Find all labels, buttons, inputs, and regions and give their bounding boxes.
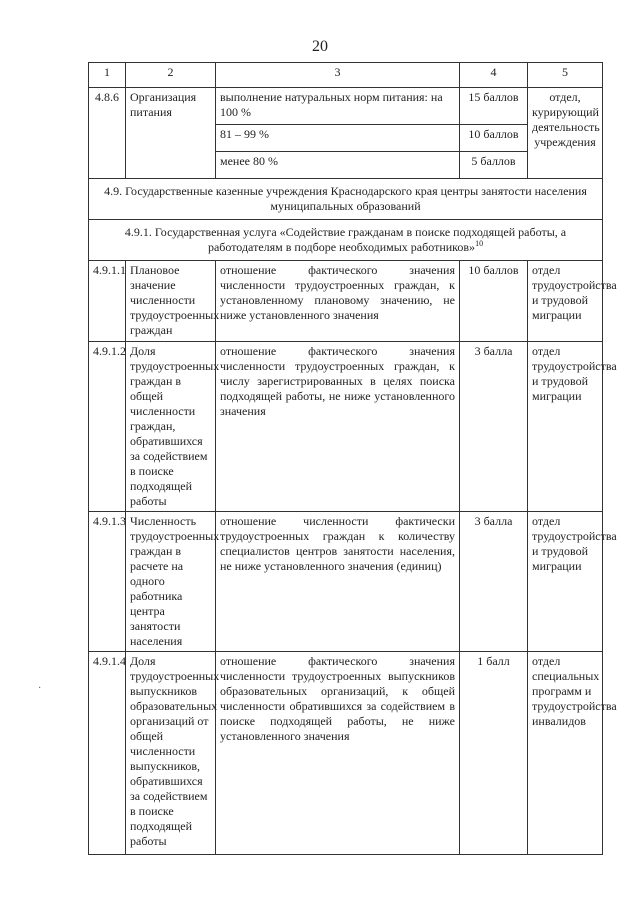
header-cell: 2 (126, 63, 216, 88)
header-cell: 1 (89, 63, 126, 88)
score-cell: 3 балла (460, 342, 528, 512)
criteria-table (88, 62, 617, 855)
row-number: 4.9.1.3 (89, 512, 126, 652)
table-row (89, 88, 603, 125)
row-number: 4.9.1.4 (89, 652, 126, 855)
footnote-marker: 10 (475, 239, 484, 248)
page-number: 20 (312, 38, 328, 55)
criterion-cell: отношение фактического значения численности трудоустроенных выпускников образовательных организаций, к общей численности обратившихся за содействием в поиске подходящей работы, не ниже установленного значения (216, 652, 460, 855)
indicator-name: Организация питания (126, 88, 216, 179)
criterion-cell: менее 80 % (216, 152, 460, 179)
department-cell: отдел специальных программ и трудоустройства инвалидов (528, 652, 603, 855)
score-cell: 3 балла (460, 512, 528, 652)
department-cell: отдел, курирующий деятельность учреждения (528, 88, 603, 179)
department-cell: отдел трудоустройства и трудовой миграции (528, 261, 603, 342)
department-cell: отдел трудоустройства и трудовой миграции (528, 512, 603, 652)
subsection-heading-text: 4.9.1. Государственная услуга «Содействие гражданам в поиске подходящей работы, а работодателям в подборе необходимых работников» (124, 225, 567, 254)
department-cell: отдел трудоустройства и трудовой миграции (528, 342, 603, 512)
subsection-heading (89, 220, 603, 261)
score-cell: 5 баллов (460, 152, 528, 179)
score-cell: 10 баллов (460, 125, 528, 152)
indicator-name: Доля трудоустроенных выпускников образовательных организаций от общей численности выпускников, обратившихся за содействием в поиске подходящей работы (126, 652, 216, 855)
criterion-cell: 81 – 99 % (216, 125, 460, 152)
criterion-cell: отношение фактического значения численности трудоустроенных граждан, к установленному плановому значению, не ниже установленного значения (216, 261, 460, 342)
score-cell: 1 балл (460, 652, 528, 855)
header-cell: 3 (216, 63, 460, 88)
section-row (89, 179, 603, 220)
header-cell: 5 (528, 63, 603, 88)
header-cell: 4 (460, 63, 528, 88)
score-cell: 10 баллов (460, 261, 528, 342)
score-cell: 15 баллов (460, 88, 528, 125)
table-row (89, 652, 603, 855)
indicator-name: Доля трудоустроенных граждан в общей численности граждан, обратившихся за содействием в поиске подходящей работы (126, 342, 216, 512)
table-row (89, 512, 603, 652)
section-heading: 4.9. Государственные казенные учреждения Краснодарского края центры занятости населения муниципальных образований (89, 179, 603, 220)
criterion-cell: отношение фактического значения численности трудоустроенных граждан, к числу зарегистрированных в целях поиска подходящей работы, не ниже установленного значения (216, 342, 460, 512)
indicator-name: Численность трудоустроенных граждан в расчете на одного работника центра занятости населения (126, 512, 216, 652)
row-number: 4.8.6 (89, 88, 126, 179)
criterion-cell: выполнение натуральных норм питания: на 100 % (216, 88, 460, 125)
criterion-cell: отношение численности фактически трудоустроенных граждан к количеству специалистов центров занятости населения, не ниже установленного значения (единиц) (216, 512, 460, 652)
table-row (89, 261, 603, 342)
row-number: 4.9.1.2 (89, 342, 126, 512)
section-row (89, 220, 603, 261)
table-header-row (89, 63, 603, 88)
scan-artifact: · (38, 683, 42, 694)
indicator-name: Плановое значение численности трудоустроенных граждан (126, 261, 216, 342)
row-number: 4.9.1.1 (89, 261, 126, 342)
table-row (89, 342, 603, 512)
